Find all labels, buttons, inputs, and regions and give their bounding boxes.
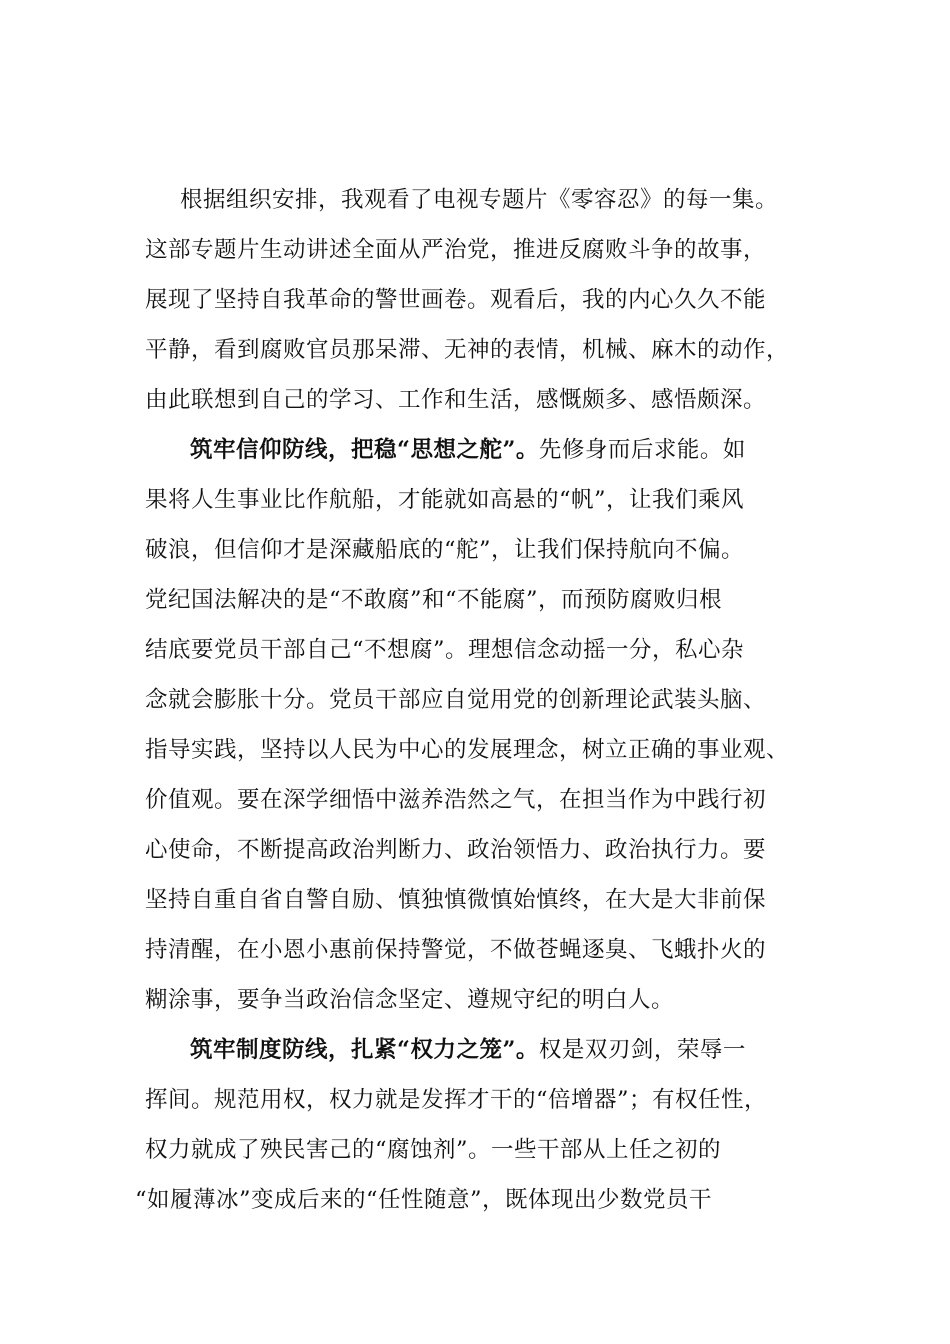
section-heading: 筑牢信仰防线，把稳“思想之舵”。 <box>190 437 539 463</box>
text-line: 价值观。要在深学细悟中滋养浩然之气，在担当作为中践行初 <box>145 787 767 813</box>
text-line: 平静，看到腐败官员那呆滞、无神的表情，机械、麻木的动作， <box>145 337 790 363</box>
section-text: 权是双刃剑，荣辱一 <box>538 1037 746 1063</box>
text-line: 这部专题片生动讲述全面从严治党，推进反腐败斗争的故事， <box>145 237 767 263</box>
text-line: 结底要党员干部自己“不想腐”。理想信念动摇一分，私心杂 <box>145 637 745 663</box>
text-line: 权力就成了殃民害己的“腐蚀剂”。一些干部从上任之初的 <box>145 1137 722 1163</box>
section-heading-line <box>0 1030 950 1070</box>
text-line: “如履薄冰”变成后来的“任性随意”，既体现出少数党员干 <box>135 1187 713 1213</box>
section-heading: 筑牢制度防线，扎紧“权力之笼”。 <box>190 1037 539 1063</box>
text-line: 指导实践，坚持以人民为中心的发展理念，树立正确的事业观、 <box>145 737 790 763</box>
text-line: 展现了坚持自我革命的警世画卷。观看后，我的内心久久不能 <box>145 287 767 313</box>
text-line: 坚持自重自省自警自励、慎独慎微慎始慎终，在大是大非前保 <box>145 887 767 913</box>
section-text: 先修身而后求能。如 <box>538 437 746 463</box>
text-line: 党纪国法解决的是“不敢腐”和“不能腐”，而预防腐败归根 <box>145 587 723 613</box>
text-line: 由此联想到自己的学习、工作和生活，感慨颇多、感悟颇深。 <box>145 387 767 413</box>
text-line: 持清醒，在小恩小惠前保持警觉，不做苍蝇逐臭、飞蛾扑火的 <box>145 937 767 963</box>
text-line: 心使命，不断提高政治判断力、政治领悟力、政治执行力。要 <box>145 837 767 863</box>
text-line: 根据组织安排，我观看了电视专题片《零容忍》的每一集。 <box>180 187 779 213</box>
section-heading-line <box>0 430 950 470</box>
text-line: 果将人生事业比作航船，才能就如高悬的“帆”，让我们乘风 <box>145 487 745 513</box>
text-line: 念就会膨胀十分。党员干部应自觉用党的创新理论武装头脑、 <box>145 687 767 713</box>
text-line: 挥间。规范用权，权力就是发挥才干的“倍增器”；有权任性， <box>145 1087 768 1113</box>
text-line: 糊涂事，要争当政治信念坚定、遵规守纪的明白人。 <box>145 987 675 1013</box>
text-line: 破浪，但信仰才是深藏船底的“舵”，让我们保持航向不偏。 <box>145 537 745 563</box>
